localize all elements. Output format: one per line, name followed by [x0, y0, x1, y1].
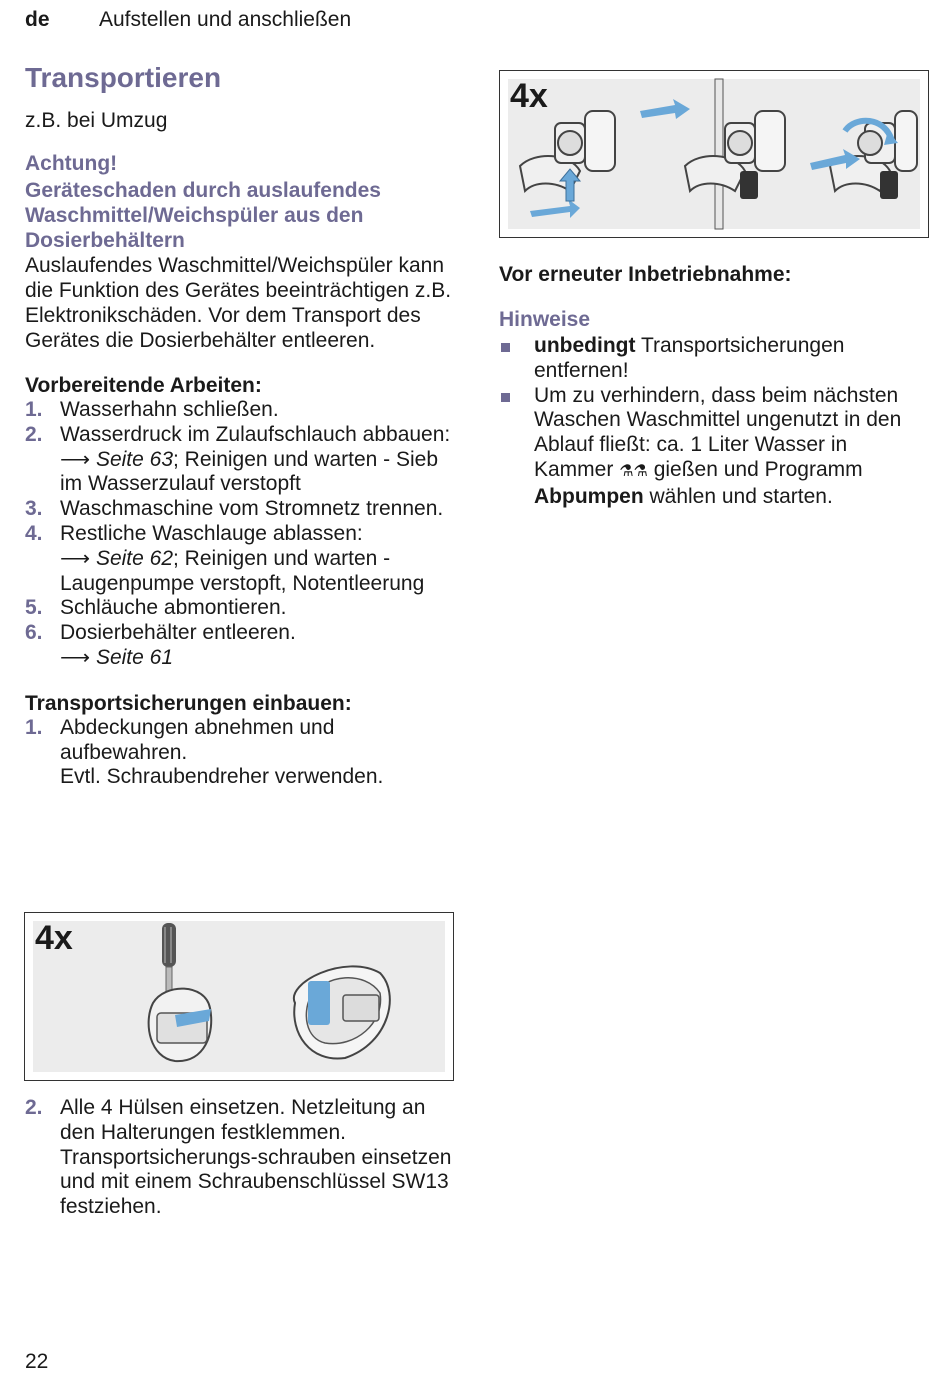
step-number: 1.	[25, 715, 43, 739]
note-text-3: wählen und starten.	[643, 484, 833, 508]
list-item	[25, 522, 457, 596]
install-steps	[25, 716, 457, 790]
page-reference-link[interactable]: Seite 61	[90, 645, 174, 669]
warning-title: Geräteschaden durch auslaufendes Waschmittel/Weichspüler aus den Dosierbehältern	[25, 179, 381, 252]
page-subtitle: z.B. bei Umzug	[25, 109, 168, 132]
warning-text: Auslaufendes Waschmittel/Weichspüler kann die Funktion des Gerätes beeinträchtigen z.B. Elektronikschäden. Vor dem Transport des Gerätes die Dosierbehälter entleeren.	[25, 254, 452, 352]
hose-holder-illustration	[500, 71, 928, 237]
step-text-tail: ; Reinigen und warten - Sieb im Wasserzulauf verstopft	[60, 447, 439, 496]
language-code: de	[25, 8, 50, 31]
step-number: 4.	[25, 521, 43, 545]
step-number: 1.	[25, 398, 43, 421]
step-text: Wasserhahn schließen.	[60, 398, 279, 421]
page-reference-link[interactable]: Seite 63	[90, 447, 174, 471]
bullet-icon	[501, 343, 510, 352]
list-item	[25, 423, 457, 497]
list-item	[25, 398, 457, 423]
step-text: Restliche Waschlauge ablassen:	[60, 521, 363, 545]
step-number: 3.	[25, 497, 43, 521]
restart-heading: Vor erneuter Inbetriebnahme:	[499, 263, 792, 286]
program-name: Abpumpen	[534, 484, 644, 508]
prep-heading: Vorbereitende Arbeiten:	[25, 374, 262, 397]
step-text-extra: Evtl. Schraubendreher verwenden.	[60, 765, 384, 789]
step-number: 6.	[25, 621, 43, 645]
step-number: 5.	[25, 596, 43, 620]
step-text: Waschmaschine vom Stromnetz trennen.	[60, 497, 444, 521]
section-title: Aufstellen und anschließen	[99, 8, 352, 31]
page-reference-link[interactable]: Seite 62	[90, 546, 174, 570]
list-item	[25, 497, 457, 522]
step-text: Dosierbehälter entleeren.	[60, 621, 296, 645]
page-number: 22	[25, 1350, 49, 1373]
figure-hose-holder	[499, 70, 929, 238]
arrow-icon: ⟶	[60, 645, 91, 669]
bullet-icon	[501, 393, 510, 402]
step-text: Wasserdruck im Zulaufschlauch abbauen:	[60, 422, 451, 446]
step-text-tail: ; Reinigen und warten - Laugenpumpe verstopft, Notentleerung	[60, 546, 425, 595]
list-item	[25, 596, 457, 621]
arrow-icon: ⟶	[60, 447, 91, 471]
install-steps-cont	[25, 1096, 457, 1220]
step-text: Schläuche abmontieren.	[60, 596, 287, 620]
page-title: Transportieren	[25, 62, 222, 93]
list-item	[25, 1096, 457, 1220]
chamber-symbol-icon: ⚗⚗	[619, 462, 648, 480]
right-column	[499, 262, 929, 510]
screwdriver-cover-illustration	[25, 913, 453, 1080]
hints-label: Hinweise	[499, 308, 591, 331]
note-text: Um zu verhindern, dass beim nächsten Waschen Waschmittel ungenutzt in den Ablauf fließt: ca. 1 Liter Wasser in Kammer	[534, 383, 902, 481]
figure-count-label: 4x	[35, 919, 73, 957]
list-item	[499, 384, 929, 510]
install-heading: Transportsicherungen einbauen:	[25, 691, 352, 715]
left-column	[25, 60, 457, 790]
note-text-2: gießen und Programm	[647, 457, 863, 481]
note-text: Transportsicherungen entfernen!	[534, 334, 845, 382]
list-item	[25, 716, 457, 790]
install-step2-block	[25, 1096, 457, 1220]
step-number: 2.	[25, 422, 43, 446]
prep-steps	[25, 398, 457, 671]
step-number: 2.	[25, 1096, 43, 1119]
list-item	[25, 621, 457, 671]
step-text: Alle 4 Hülsen einsetzen. Netzleitung an den Halterungen festklemmen. Transportsicherungs-schrauben einsetzen und mit einem Schraubenschlüssel SW13 festziehen.	[60, 1096, 452, 1219]
step-text: Abdeckungen abnehmen und aufbewahren.	[60, 715, 335, 764]
figure-cover-removal	[24, 912, 454, 1081]
arrow-icon: ⟶	[60, 546, 91, 570]
warning-label: Achtung!	[25, 152, 118, 175]
note-emphasis: unbedingt	[534, 334, 636, 357]
list-item	[499, 334, 929, 384]
hints-list	[499, 334, 929, 510]
figure-count-label: 4x	[510, 77, 548, 115]
